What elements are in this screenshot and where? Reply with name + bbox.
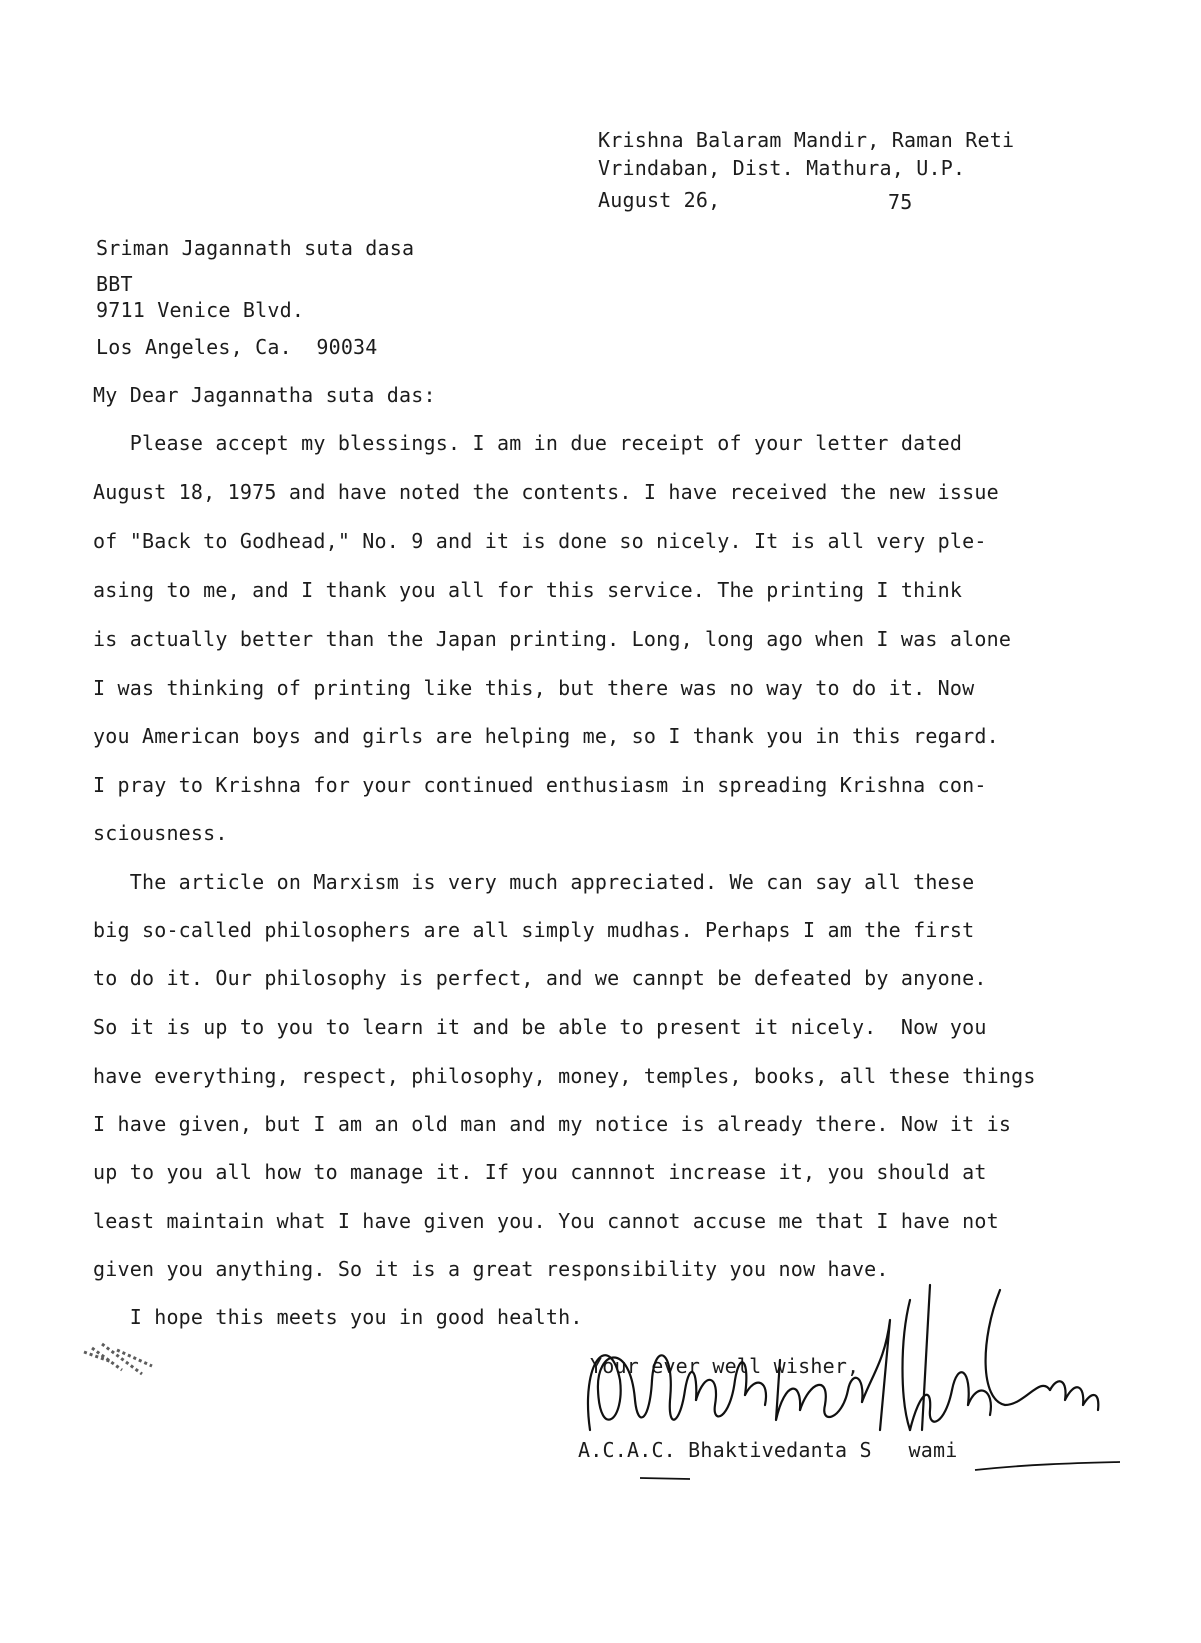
closing: Your ever well wisher, bbox=[590, 1354, 860, 1378]
letterhead-address-line-1: Krishna Balaram Mandir, Raman Reti bbox=[598, 128, 1015, 152]
letter-year: 75 bbox=[888, 190, 913, 214]
body-line: I was thinking of printing like this, but there was no way to do it. Now bbox=[93, 676, 975, 700]
body-line: have everything, respect, philosophy, money, temples, books, all these things bbox=[93, 1064, 1036, 1088]
body-line: to do it. Our philosophy is perfect, and we cannpt be defeated by anyone. bbox=[93, 966, 987, 990]
recipient-name: Sriman Jagannath suta dasa bbox=[96, 236, 415, 260]
ink-smudge bbox=[82, 1340, 172, 1380]
body-line: The article on Marxism is very much appreciated. We can say all these bbox=[93, 870, 975, 894]
letter-date: August 26, bbox=[598, 188, 721, 212]
body-line: up to you all how to manage it. If you cannnot increase it, you should at bbox=[93, 1160, 987, 1184]
body-line: Please accept my blessings. I am in due receipt of your letter dated bbox=[93, 431, 963, 455]
salutation: My Dear Jagannatha suta das: bbox=[93, 383, 436, 407]
body-line: least maintain what I have given you. You cannot accuse me that I have not bbox=[93, 1209, 999, 1233]
body-line: asing to me, and I thank you all for this service. The printing I think bbox=[93, 578, 963, 602]
body-line: August 18, 1975 and have noted the contents. I have received the new issue bbox=[93, 480, 999, 504]
recipient-street: 9711 Venice Blvd. bbox=[96, 298, 305, 322]
recipient-city: Los Angeles, Ca. 90034 bbox=[96, 335, 378, 359]
body-line: sciousness. bbox=[93, 821, 228, 845]
body-line: I pray to Krishna for your continued enthusiasm in spreading Krishna con- bbox=[93, 773, 987, 797]
body-line: you American boys and girls are helping me, so I thank you in this regard. bbox=[93, 724, 999, 748]
signer-name: A.C.A.C. Bhaktivedanta S wami bbox=[578, 1438, 958, 1462]
recipient-org: BBT bbox=[96, 272, 133, 296]
body-line: So it is up to you to learn it and be able to present it nicely. Now you bbox=[93, 1015, 987, 1039]
body-line: I hope this meets you in good health. bbox=[93, 1305, 583, 1329]
letterhead-address-line-2: Vrindaban, Dist. Mathura, U.P. bbox=[598, 156, 966, 180]
body-line: I have given, but I am an old man and my notice is already there. Now it is bbox=[93, 1112, 1012, 1136]
handwritten-signature bbox=[580, 1280, 1120, 1480]
body-line: is actually better than the Japan printing. Long, long ago when I was alone bbox=[93, 627, 1012, 651]
body-line: given you anything. So it is a great responsibility you now have. bbox=[93, 1257, 889, 1281]
body-line: big so-called philosophers are all simply mudhas. Perhaps I am the first bbox=[93, 918, 975, 942]
body-line: of "Back to Godhead," No. 9 and it is done so nicely. It is all very ple- bbox=[93, 529, 987, 553]
